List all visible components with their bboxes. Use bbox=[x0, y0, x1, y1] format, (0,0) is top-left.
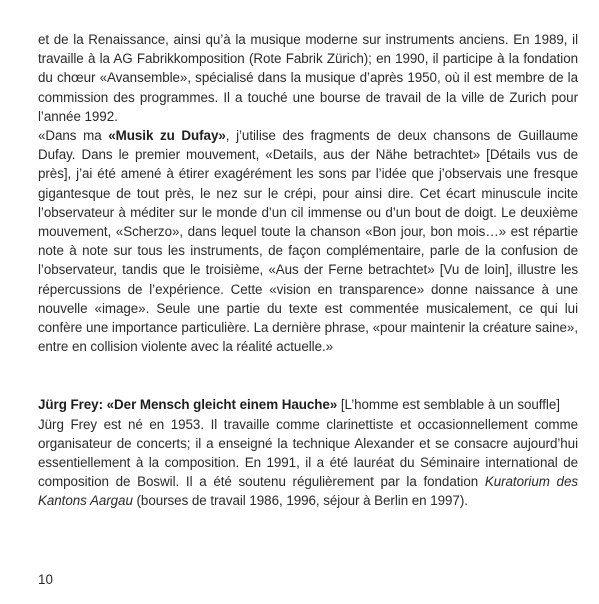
composer-quote-paragraph bbox=[38, 126, 578, 356]
section-heading: Jürg Frey: «Der Mensch gleicht einem Hauche» bbox=[38, 397, 338, 413]
frey-bio-start: Jürg Frey est né en 1953. Il travaille comme clarinettiste et occasionnellement comme organisateur de concerts; il a enseigné la technique Alexander et se consacre aujourd’hui essentiellement à la composition. En 1991, il a été lauréat du Séminaire international de composition de Boswil. Il a été soutenu régulièrement par la fondation bbox=[38, 416, 578, 490]
frey-bio-end: (bourses de travail 1986, 1996, séjour à Berlin en 1997). bbox=[132, 493, 468, 509]
frey-biography-paragraph bbox=[38, 415, 578, 511]
document-body bbox=[38, 30, 578, 511]
section-spacer bbox=[38, 356, 578, 395]
work-title: «Musik zu Dufay» bbox=[108, 128, 226, 144]
section-heading-paragraph bbox=[38, 395, 578, 414]
heading-translation: [L’homme est semblable à un souffle] bbox=[337, 397, 560, 413]
quote-text: , j’utilise des fragments de deux chansons de Guillaume Dufay. Dans le premier mouvement, «Details, aus der Nähe betrachtet» [Détails vus de près], j’ai été amené à étirer exagérément les sons par l’idée que j’observais une fresque gigantesque de tout près, le nez sur le crépi, pour ainsi dire. Cet écart minuscule incite l’observateur à méditer sur le monde d’un cil immense ou d’un bout de doigt. Le deuxième mouvement, «Scherzo», dans lequel toute la chanson «Bon jour, bon mois…» est répartie note à note sur tous les instruments, de façon complémentaire, parle de la confusion de l’observateur, tandis que le troisième, «Aus der Ferne betrachtet» [Vu de loin], illustre les répercussions de l’expérience. Cette «vision en transparence» donne naissance à une nouvelle «image». Seule une partie du texte est commentée musicalement, ce qui lui confère une importance particulière. La dernière phrase, «pour maintenir la créature saine», entre en collision violente avec la réalité actuelle.» bbox=[38, 128, 578, 355]
foundation-name: Kuratorium des Kantons Aargau bbox=[38, 474, 578, 509]
page-number: 10 bbox=[38, 572, 53, 587]
biography-paragraph: et de la Renaissance, ainsi qu’à la musique moderne sur instruments anciens. En 1989, il travaille à la AG Fabrikkomposition (Rote Fabrik Zürich); en 1990, il participe à la fondation du chœur «Avansemble», spécialisé dans la musique d’après 1950, où il est membre de la commission des programmes. Il a touché une bourse de travail de la ville de Zurich pour l’année 1992. bbox=[38, 32, 578, 124]
quote-intro: «Dans ma bbox=[38, 128, 109, 144]
